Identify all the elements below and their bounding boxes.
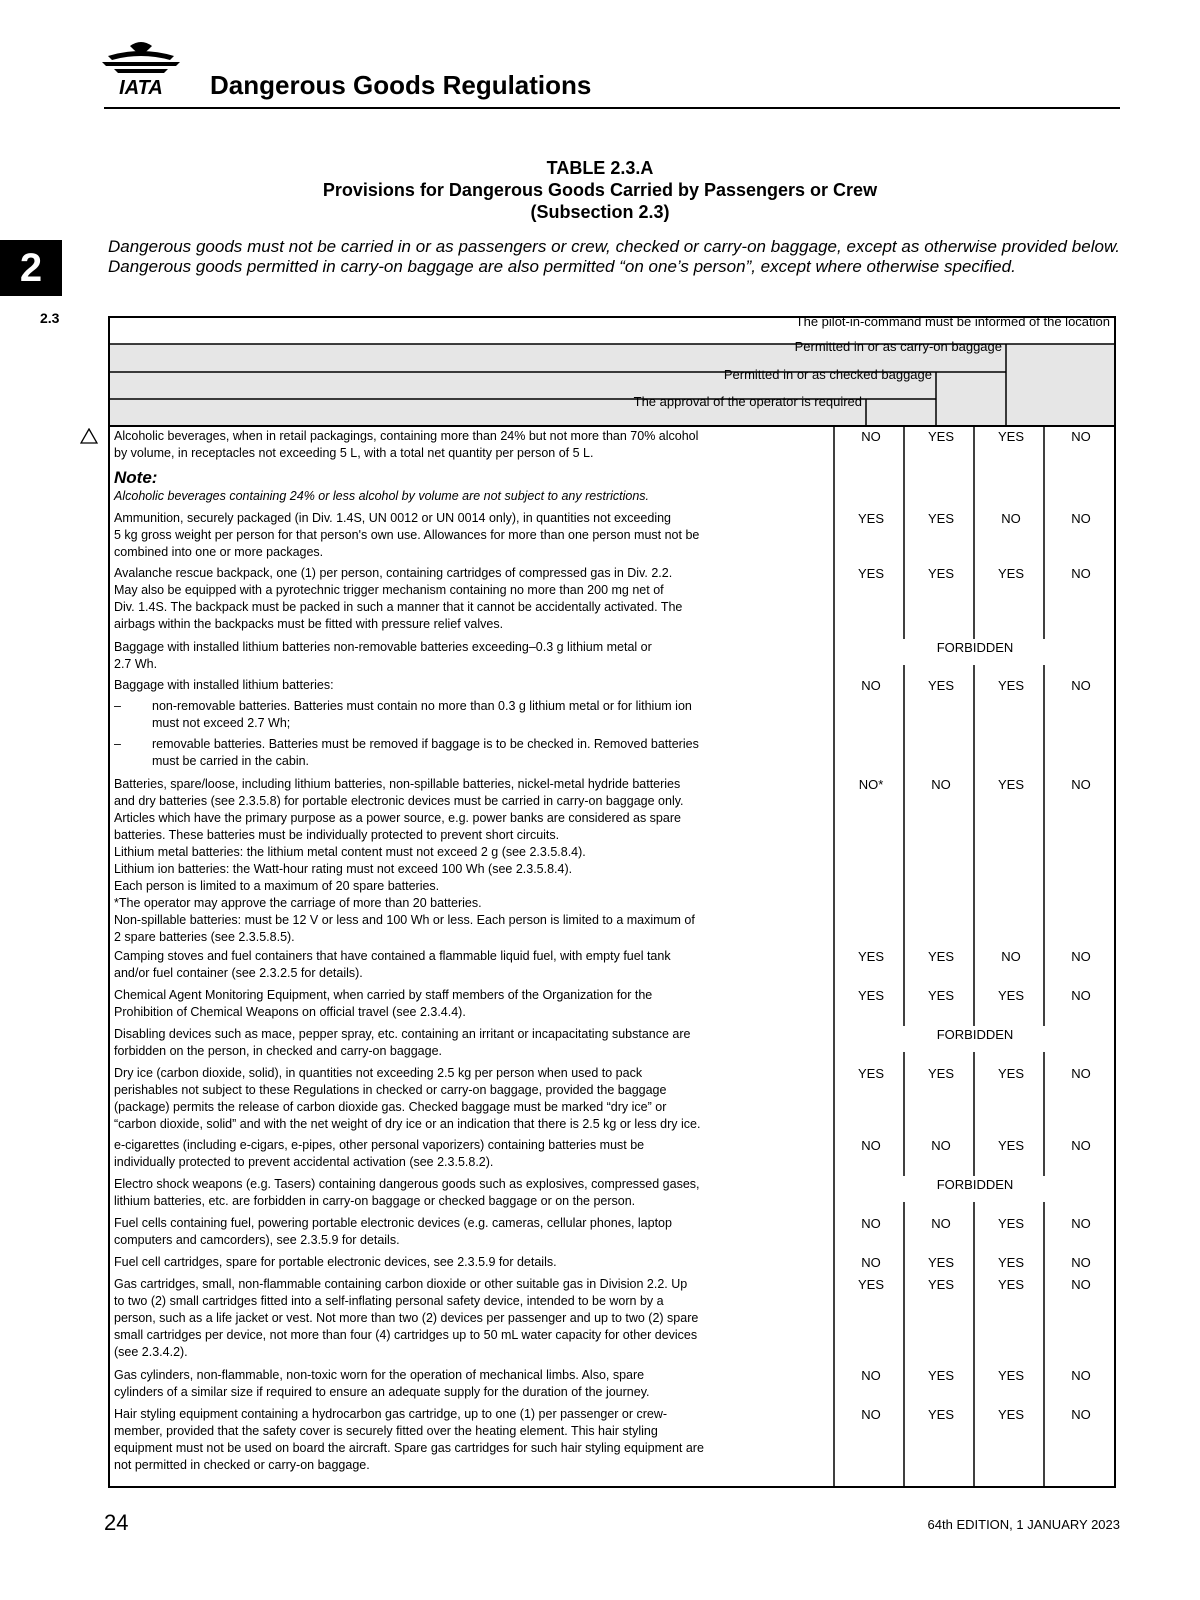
list-item-line: removable batteries. Batteries must be removed if baggage is to be checked in. Removed batteries [152,737,699,751]
cell-checked: YES [927,1407,954,1422]
cell-pilot: NO [1071,1216,1091,1231]
row-text-line: Non-spillable batteries: must be 12 V or less and 100 Wh or less. Each person is limited to a maximum of [114,913,695,927]
cell-approval: YES [857,1277,884,1292]
row-text-line: forbidden on the person, in checked and carry-on baggage. [114,1044,443,1058]
row-text-line: person, such as a life jacket or vest. Not more than two (2) devices per passenger and up to two (2) spare [114,1311,699,1325]
iata-logo [100,42,182,98]
cell-checked: YES [927,566,954,581]
cell-approval: YES [857,988,884,1003]
row-text-line: Each person is limited to a maximum of 20 spare batteries. [114,879,440,893]
cell-checked: NO [931,777,951,792]
table-caption: Provisions for Dangerous Goods Carried by Passengers or Crew [322,180,878,200]
cell-approval: NO [861,1368,881,1383]
cell-approval: NO [861,429,881,444]
intro-paragraph: Dangerous goods must not be carried in or as passengers or crew, checked or carry-on baggage, except as otherwise provided below. Dangerous goods permitted in carry-on baggage are also permitted “on one’s person”, except where otherwise specified. [108,237,1120,276]
cell-pilot: NO [1071,429,1091,444]
cell-approval: YES [857,1066,884,1081]
forbidden-label: FORBIDDEN [936,1177,1014,1192]
row-text-line: Lithium ion batteries: the Watt-hour rating must not exceed 100 Wh (see 2.3.5.8.4). [114,862,573,876]
list-item-line: must be carried in the cabin. [152,754,310,768]
row-text-line: Chemical Agent Monitoring Equipment, when carried by staff members of the Organization for the [114,988,653,1002]
edition-label: 64th EDITION, 1 JANUARY 2023 [927,1517,1120,1532]
row-text-line: 2.7 Wh. [114,657,158,671]
cell-pilot: NO [1071,1368,1091,1383]
cell-checked: YES [927,949,954,964]
cell-carry-on: YES [997,777,1024,792]
row-text-line: May also be equipped with a pyrotechnic trigger mechanism containing no more than 200 mg net of [114,583,664,597]
row-text-line: small cartridges per device, not more than four (4) cartridges up to 50 mL water capacity for other devices [114,1328,698,1342]
row-text-line: Prohibition of Chemical Weapons on official travel (see 2.3.4.4). [114,1005,466,1019]
row-text-line: Div. 1.4S. The backpack must be packed in such a manner that it cannot be accidentally activated. The [114,600,683,614]
cell-approval: NO* [858,777,884,792]
cell-carry-on: YES [997,678,1024,693]
header-band-pilot-drop [1006,344,1114,426]
row-text-line: Camping stoves and fuel containers that have contained a flammable liquid fuel, with empty fuel tank [114,949,671,963]
row-text-line: Electro shock weapons (e.g. Tasers) containing dangerous goods such as explosives, compressed gases, [114,1177,700,1191]
row-text-line: cylinders of a similar size if required to ensure an adequate supply for the duration of the journey. [114,1385,650,1399]
row-text-line: (package) permits the release of carbon dioxide gas. Checked baggage must be marked “dry ice” or [114,1100,667,1114]
row-text-line: by volume, in receptacles not exceeding 5 L, with a total net quantity per person of 5 L. [114,446,594,460]
cell-checked: YES [927,988,954,1003]
list-item [114,736,832,770]
row-text-line: and dry batteries (see 2.3.5.8) for portable electronic devices must be carried in carry-on baggage only. [114,794,684,808]
row-text-line: *The operator may approve the carriage of more than 20 batteries. [114,896,482,910]
row-text-line: 5 kg gross weight per person for that person's own use. Allowances for more than one person must not be [114,528,700,542]
row-text-line: batteries. These batteries must be individually protected to prevent short circuits. [114,828,560,842]
cell-carry-on: YES [997,1407,1024,1422]
row-text-line: computers and camcorders), see 2.3.5.9 for details. [114,1233,400,1247]
row-text-line: to two (2) small cartridges fitted into a self-inflating personal safety device, intended to be worn by a [114,1294,664,1308]
list-item [114,698,832,732]
row-text-line: combined into one or more packages. [114,545,324,559]
cell-carry-on: YES [997,1216,1024,1231]
cell-carry-on: YES [997,1138,1024,1153]
row-text-line: Baggage with installed lithium batteries: [114,678,334,692]
cell-pilot: NO [1071,1277,1091,1292]
row-text-line: and/or fuel container (see 2.3.2.5 for details). [114,966,363,980]
cell-approval: YES [857,511,884,526]
row-text-line: Fuel cell cartridges, spare for portable electronic devices, see 2.3.5.9 for details. [114,1255,557,1269]
cell-approval: NO [861,1216,881,1231]
cell-carry-on: YES [997,566,1024,581]
cell-carry-on: YES [997,988,1024,1003]
row-text-line: lithium batteries, etc. are forbidden in carry-on baggage or checked baggage or on the person. [114,1194,636,1208]
header-carry-on: Permitted in or as carry-on baggage [794,339,1002,354]
row-text-line: Fuel cells containing fuel, powering portable electronic devices (e.g. cameras, cellular phones, laptop [114,1216,672,1230]
row-text-line: Avalanche rescue backpack, one (1) per person, containing cartridges of compressed gas in Div. 2.2. [114,566,673,580]
cell-approval: NO [861,1407,881,1422]
list-dash: – [114,737,121,751]
cell-checked: YES [927,678,954,693]
note-heading: Note: [114,468,158,487]
row-text-line: Dry ice (carbon dioxide, solid), in quantities not exceeding 2.5 kg per person when used to pack [114,1066,643,1080]
cell-pilot: NO [1071,949,1091,964]
forbidden-label: FORBIDDEN [936,640,1014,655]
row-text-line: airbags within the backpacks must be fitted with pressure relief valves. [114,617,504,631]
row-text-line: Articles which have the primary purpose as a power source, e.g. power banks are considered as spare [114,811,681,825]
chapter-tab: 2 [0,240,62,296]
row-text-line: Gas cartridges, small, non-flammable containing carbon dioxide or other suitable gas in Division 2.2. Up [114,1277,688,1291]
cell-approval: NO [861,1138,881,1153]
cell-checked: YES [927,511,954,526]
row-text-line: Batteries, spare/loose, including lithium batteries, non-spillable batteries, nickel-metal hydride batteries [114,777,681,791]
cell-checked: YES [927,1368,954,1383]
cell-approval: YES [857,949,884,964]
list-dash: – [114,699,121,713]
row-text-line: individually protected to prevent accidental activation (see 2.3.5.8.2). [114,1155,494,1169]
row-text-line: 2 spare batteries (see 2.3.5.8.5). [114,930,295,944]
cell-carry-on: YES [997,1255,1024,1270]
table-number: TABLE 2.3.A [546,158,654,178]
globe-icon [102,42,180,73]
cell-checked: YES [927,1255,954,1270]
logo-text: IATA [119,77,163,98]
row-text-line: e-cigarettes (including e-cigars, e-pipes, other personal vaporizers) containing batteries must be [114,1138,645,1152]
header-checked: Permitted in or as checked baggage [723,367,932,382]
row-text-line: perishables not subject to these Regulations in checked or carry-on baggage, provided the baggage [114,1083,667,1097]
row-text-line: equipment must not be used on board the aircraft. Spare gas cartridges for such hair styling equipment are [114,1441,704,1455]
row-text-line: Alcoholic beverages, when in retail packagings, containing more than 24% but not more than 70% alcohol [114,429,699,443]
row-text-line: Lithium metal batteries: the lithium metal content must not exceed 2 g (see 2.3.5.8.4). [114,845,586,859]
section-mark: 2.3 [40,310,60,326]
row-text-line: not permitted in checked or carry-on baggage. [114,1458,370,1472]
cell-pilot: NO [1071,511,1091,526]
cell-pilot: NO [1071,988,1091,1003]
cell-checked: YES [927,429,954,444]
cell-approval: NO [861,1255,881,1270]
cell-checked: YES [927,1277,954,1292]
row-text-line: Baggage with installed lithium batteries non-removable batteries exceeding–0.3 g lithium metal or [114,640,652,654]
list-item-line: non-removable batteries. Batteries must contain no more than 0.3 g lithium metal or for lithium ion [152,699,692,713]
cell-pilot: NO [1071,1066,1091,1081]
cell-pilot: NO [1071,1255,1091,1270]
cell-carry-on: NO [1001,511,1021,526]
cell-pilot: NO [1071,678,1091,693]
cell-carry-on: YES [997,1066,1024,1081]
forbidden-label: FORBIDDEN [936,1027,1014,1042]
cell-approval: YES [857,566,884,581]
cell-carry-on: YES [997,1368,1024,1383]
header-approval: The approval of the operator is required [633,394,862,409]
header-divider [104,107,1120,109]
row-text-line: Ammunition, securely packaged (in Div. 1.4S, UN 0012 or UN 0014 only), in quantities not exceeding [114,511,672,525]
cell-carry-on: YES [997,429,1024,444]
list-item-line: must not exceed 2.7 Wh; [152,716,291,730]
cell-checked: NO [931,1138,951,1153]
header-pilot: The pilot-in-command must be informed of the location [795,314,1110,329]
row-text-line: Gas cylinders, non-flammable, non-toxic worn for the operation of mechanical limbs. Also, spare [114,1368,645,1382]
cell-pilot: NO [1071,777,1091,792]
header-band-checked-drop [866,399,936,426]
header-band-carry-on-drop [936,372,1006,426]
provisions-table [108,316,1116,1488]
row-text-line: “carbon dioxide, solid” and with the net weight of dry ice or an indication that there is 2.5 kg or less dry ice. [114,1117,701,1131]
row-text-line: Hair styling equipment containing a hydrocarbon gas cartridge, up to one (1) per passenger or crew- [114,1407,668,1421]
revision-triangle-icon [80,428,98,444]
header-title: Dangerous Goods Regulations [210,70,592,100]
row-text-line: member, provided that the safety cover is securely fitted over the heating element. This hair styling [114,1424,658,1438]
cell-carry-on: NO [1001,949,1021,964]
cell-checked: NO [931,1216,951,1231]
cell-checked: YES [927,1066,954,1081]
cell-carry-on: YES [997,1277,1024,1292]
table-subsection: (Subsection 2.3) [530,202,670,222]
row-text-line: Disabling devices such as mace, pepper spray, etc. containing an irritant or incapacitating substance are [114,1027,691,1041]
cell-pilot: NO [1071,1138,1091,1153]
page-number: 24 [104,1510,129,1535]
cell-pilot: NO [1071,1407,1091,1422]
cell-approval: NO [861,678,881,693]
note-text: Alcoholic beverages containing 24% or less alcohol by volume are not subject to any restrictions. [114,489,650,503]
row-text-line: (see 2.3.4.2). [114,1345,188,1359]
table-title [0,157,1200,223]
cell-pilot: NO [1071,566,1091,581]
